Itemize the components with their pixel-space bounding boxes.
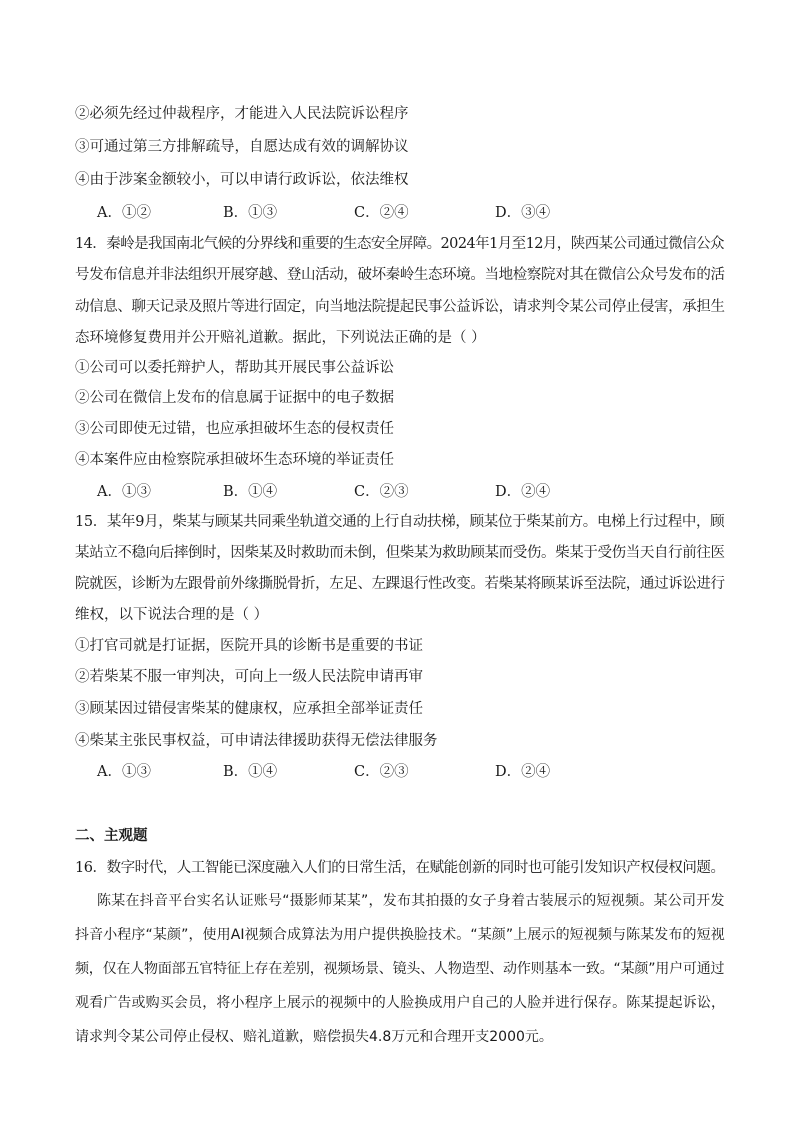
q14-choice-d: D．②④: [495, 484, 551, 500]
q16-material-line-1: 陈某在抖音平台实名认证账号“摄影师某某”，发布其拍摄的女子身着古装展示的短视频。某公司开发: [97, 893, 725, 909]
q14-choice-a: A．①③: [97, 484, 151, 500]
q13-choice-d: D．③④: [495, 205, 551, 221]
q14-stem-line-3: 动信息、聊天记录及照片等进行固定，向当地法院提起民事公益诉讼，请求判令某公司停止侵害，承担生: [75, 299, 725, 315]
q16-material-line-3: 频，仅在人物面部五官特征上存在差别，视频场景、镜头、人物造型、动作则基本一致。“某颜”用户可通过: [75, 961, 725, 977]
q15-option-4: ④柴某主张民事权益，可申请法律援助获得无偿法律服务: [75, 733, 438, 749]
q13-choice-b: B．①③: [223, 205, 278, 221]
section-heading: 二、主观题: [75, 827, 148, 844]
q15-stem-line-2: 某站立不稳向后摔倒时，因柴某及时救助而未倒，但柴某为救助顾某而受伤。柴某于受伤当天自行前往医: [75, 545, 725, 561]
q16-material-line-2: 抖音小程序“某颜”，使用AI视频合成算法为用户提供换脸技术。“某颜”上展示的短视频与陈某发布的短视: [75, 927, 725, 943]
q15-stem-line-3: 院就医，诊断为左跟骨前外缘撕脱骨折，左足、左踝退行性改变。若柴某将顾某诉至法院，通过诉讼进行: [75, 576, 725, 592]
q13-option-2: ②必须先经过仲裁程序，才能进入人民法院诉讼程序: [75, 106, 409, 122]
q15-choice-b: B．①④: [223, 764, 278, 780]
q13-choice-a: A．①②: [97, 205, 151, 221]
q14-option-2: ②公司在微信上发布的信息属于证据中的电子数据: [75, 390, 394, 406]
q15-choice-c: C．②③: [354, 764, 409, 780]
q14-option-1: ①公司可以委托辩护人，帮助其开展民事公益诉讼: [75, 360, 394, 376]
q15-choice-d: D．②④: [495, 764, 551, 780]
q14-stem-line-4: 态环境修复费用并公开赔礼道歉。据此，下列说法正确的是（ ）: [75, 330, 486, 346]
q15-stem-line-1: 15．某年9月，柴某与顾某共同乘坐轨道交通的上行自动扶梯，顾某位于柴某前方。电梯上行过程中，顾: [75, 514, 725, 530]
q15-choice-a: A．①③: [97, 764, 151, 780]
q14-choice-c: C．②③: [354, 484, 409, 500]
q13-option-3: ③可通过第三方排解疏导，自愿达成有效的调解协议: [75, 139, 409, 155]
q13-option-4: ④由于涉案金额较小，可以申请行政诉讼，依法维权: [75, 172, 409, 188]
q14-stem-line-1: 14．秦岭是我国南北气候的分界线和重要的生态安全屏障。2024年1月至12月，陕西某公司通过微信公众: [75, 236, 724, 252]
q14-choice-b: B．①④: [223, 484, 278, 500]
q15-option-1: ①打官司就是打证据，医院开具的诊断书是重要的书证: [75, 638, 423, 654]
q14-option-3: ③公司即使无过错，也应承担破坏生态的侵权责任: [75, 421, 394, 437]
q16-material-line-4: 观看广告或购买会员，将小程序上展示的视频中的人脸换成用户自己的人脸并进行保存。陈某提起诉讼，: [75, 995, 725, 1011]
q16-material-line-5: 请求判令某公司停止侵权、赔礼道歉，赔偿损失4.8万元和合理开支2000元。: [75, 1029, 553, 1045]
q15-option-2: ②若柴某不服一审判决，可向上一级人民法院申请再审: [75, 669, 423, 685]
q13-choice-c: C．②④: [354, 205, 409, 221]
q14-option-4: ④本案件应由检察院承担破坏生态环境的举证责任: [75, 452, 394, 468]
q15-stem-line-4: 维权，以下说法合理的是（ ）: [75, 607, 269, 623]
q16-stem: 16．数字时代，人工智能已深度融入人们的日常生活，在赋能创新的同时也可能引发知识产权侵权问题。: [75, 860, 725, 876]
q14-stem-line-2: 号发布信息并非法组织开展穿越、登山活动，破坏秦岭生态环境。当地检察院对其在微信公众号发布的活: [75, 267, 725, 283]
q15-option-3: ③顾某因过错侵害柴某的健康权，应承担全部举证责任: [75, 701, 423, 717]
